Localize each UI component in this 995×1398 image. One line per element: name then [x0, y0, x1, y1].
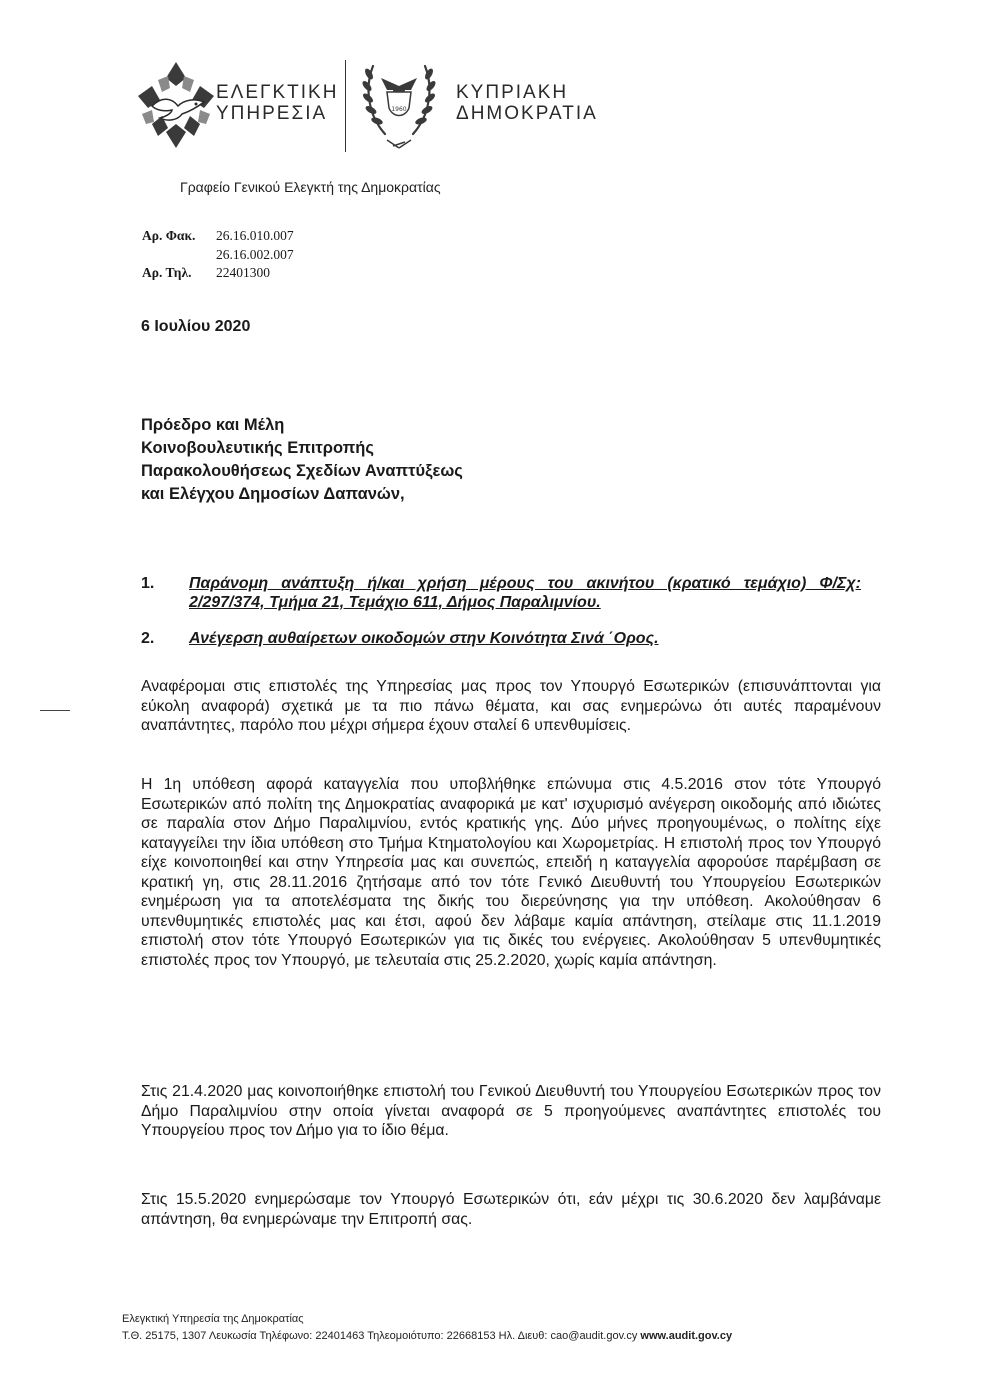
addressee-line: Κοινοβουλευτικής Επιτροπής [141, 439, 374, 457]
subject-item [141, 629, 861, 651]
audit-office-logo [138, 62, 214, 148]
phone-ref-label: Αρ. Τηλ. [142, 265, 192, 280]
cyprus-emblem [355, 56, 443, 154]
phone-ref-number: 22401300 [216, 265, 270, 280]
org-name-line: ΕΛΕΓΚΤΙΚΗ [216, 82, 339, 103]
footer-org-name: Ελεγκτική Υπηρεσία της Δημοκρατίας [122, 1313, 304, 1325]
addressee-line: Παρακολουθήσεως Σχεδίων Αναπτύξεως [141, 462, 463, 480]
footer-address: Τ.Θ. 25175, 1307 Λευκωσία Τηλέφωνο: 22401463 Τηλεομοιότυπο: 22668153 Ηλ. Διευθ: cao@audit.gov.cy [122, 1330, 638, 1342]
subject-number: 1. [141, 575, 155, 592]
file-ref-label: Αρ. Φακ. [142, 228, 196, 243]
subject-number: 2. [141, 630, 155, 647]
office-name: Γραφείο Γενικού Ελεγκτή της Δημοκρατίας [180, 179, 441, 195]
subject-item [141, 574, 861, 614]
header-divider [345, 60, 346, 152]
margin-mark [40, 710, 70, 711]
org-name-line: ΥΠΗΡΕΣΙΑ [216, 103, 328, 124]
emblem-year: 1960 [391, 106, 407, 113]
cyprus-emblem-icon [355, 56, 443, 154]
subject-text: Ανέγερση αυθαίρετων οικοδομών στην Κοινότητα Σινά ΄Ορος. [189, 630, 659, 647]
republic-name [456, 82, 598, 124]
dove-logo-icon [138, 62, 214, 148]
subject-text: Παράνομη ανάπτυξη ή/και χρήση μέρους του ακινήτου (κρατικό τεμάχιο) Φ/Σχ: 2/297/374, Τμήμα 21, Τεμάχιο 611, Δήμος Παραλιμνίου. [189, 575, 861, 611]
body-paragraph: Στις 15.5.2020 ενημερώσαμε τον Υπουργό Εσωτερικών ότι, εάν μέχρι τις 30.6.2020 δεν λαμβάναμε απάντηση, θα ενημερώναμε την Επιτροπή σας. [141, 1191, 881, 1228]
org-name-line: ΔΗΜΟΚΡΑΤΙΑ [456, 103, 598, 124]
addressee-line: Πρόεδρο και Μέλη [141, 416, 285, 434]
letter-date: 6 Ιουλίου 2020 [141, 318, 251, 335]
addressee-line: και Ελέγχου Δημοσίων Δαπανών, [141, 485, 405, 503]
body-paragraph: Η 1η υπόθεση αφορά καταγγελία που υποβλήθηκε επώνυμα στις 4.5.2016 στον τότε Υπουργό Εσωτερικών από πολίτη της Δημοκρατίας αναφορικά με κατ' ισχυρισμό ανέγερση οικοδομής από ιδιώτες σε παραλία στον Δήμο Παραλιμνίου, εντός κρατικής γης. Δύο μήνες προηγουμένως, ο πολίτης είχε καταγγείλει την ίδια υπόθεση στο Τμήμα Κτηματολογίου και Χωρομετρίας. Η επιστολή προς τον Υπουργό είχε κοινοποιηθεί και στην Υπηρεσία μας και συνεπώς, επειδή η καταγγελία αφορούσε παρέμβαση σε κρατική γη, στις 28.11.2016 ζητήσαμε από τον τότε Γενικό Διευθυντή του Υπουργείου Εσωτερικών ενημέρωση για τα αποτελέσματα της δικής του διερεύνησης για την υπόθεση. Ακολούθησαν 6 υπενθυμητικές επιστολές μας και έτσι, αφού δεν λάβαμε καμία απάντηση, στείλαμε στις 11.1.2019 επιστολή στον τότε Υπουργό Εσωτερικών για τις δικές του ενέργειες. Ακολούθησαν 5 υπενθυμητικές επιστολές προς τον Υπουργό, με τελευταία στις 25.2.2020, χωρίς καμία απάντηση. [141, 776, 881, 969]
audit-office-name [216, 82, 338, 124]
body-paragraph: Στις 21.4.2020 μας κοινοποιήθηκε επιστολή του Γενικού Διευθυντή του Υπουργείου Εσωτερικών προς τον Δήμο Παραλιμνίου στην οποία γίνεται αναφορά σε 5 προηγούμενες αναπάντητες επιστολές του Υπουργείου προς τον Δήμο για το ίδιο θέμα. [141, 1083, 881, 1139]
org-name-line: ΚΥΠΡΙΑΚΗ [456, 82, 569, 103]
file-ref-number: 26.16.010.007 [216, 228, 294, 243]
footer-contact [122, 1330, 732, 1342]
addressee-block [141, 414, 463, 506]
body-paragraph: Αναφέρομαι στις επιστολές της Υπηρεσίας μας προς τον Υπουργό Εσωτερικών (επισυνάπτονται για εύκολη αναφορά) σχετικά με τα πιο πάνω θέματα, και σας ενημερώνω ότι αυτές παραμένουν αναπάντητες, παρόλο που μέχρι σήμερα έχουν σταλεί 6 υπενθυμίσεις. [141, 678, 881, 734]
file-ref-number: 26.16.002.007 [216, 247, 294, 262]
footer-website-link[interactable]: www.audit.gov.cy [640, 1330, 733, 1342]
